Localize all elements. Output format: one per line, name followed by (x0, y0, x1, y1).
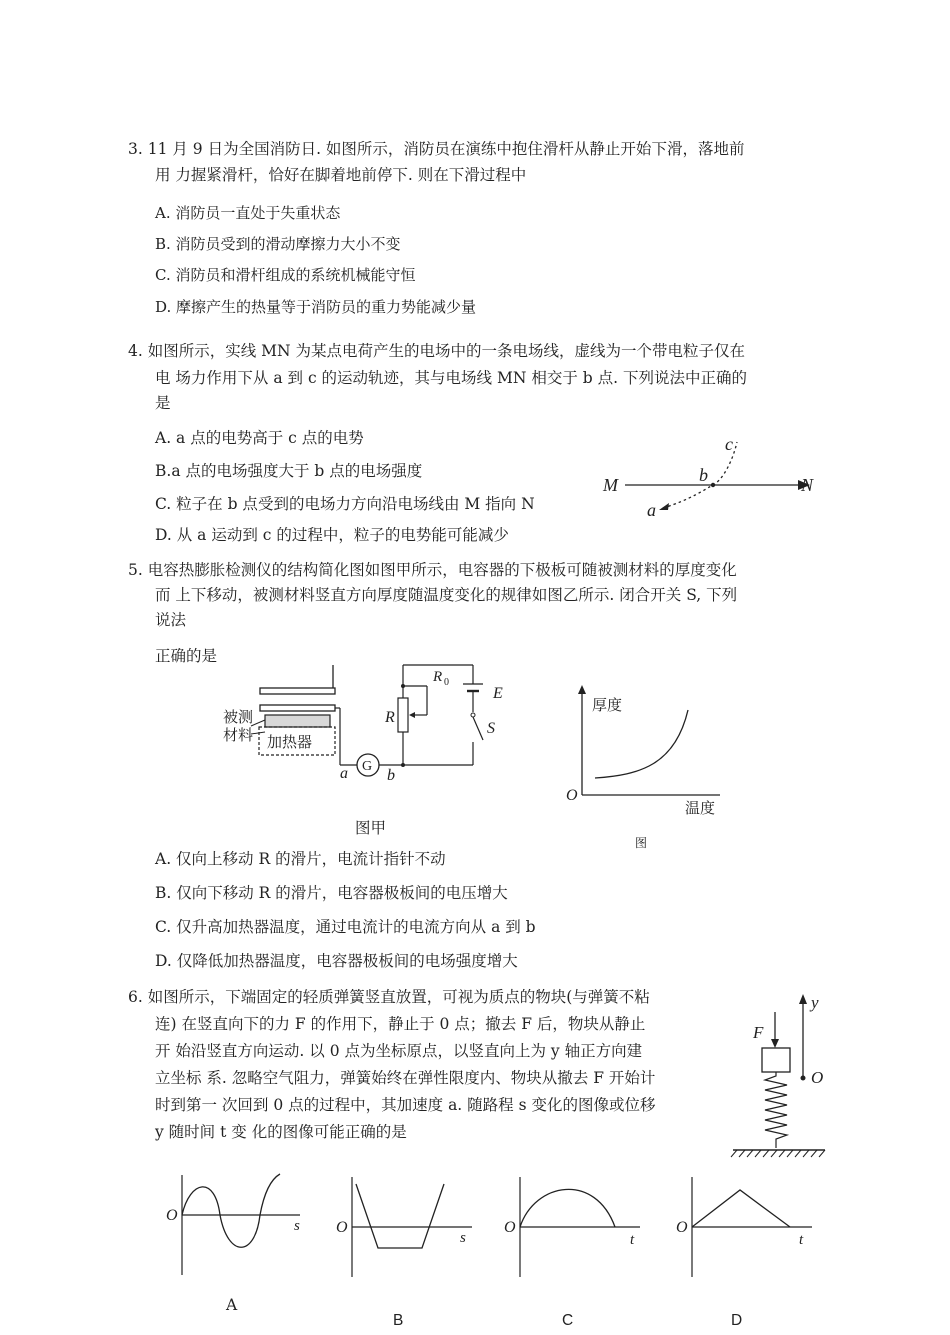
q3-option-c: C. 消防员和滑杆组成的系统机械能守恒 (155, 266, 416, 284)
graph-b-curve (356, 1184, 444, 1248)
q3-option-d: D. 摩擦产生的热量等于消防员的重力势能减少量 (155, 298, 477, 316)
label-c: c (725, 434, 733, 454)
q5-option-b: B. 仅向下移动 R 的滑片，电容器极板间的电压增大 (155, 884, 508, 902)
test-material (265, 715, 330, 727)
q4-stem-line3: 是 (155, 394, 171, 412)
graph-origin: O (566, 787, 578, 804)
spring-block-figure (725, 990, 835, 1165)
graph-c-curve (520, 1189, 615, 1227)
q6-stem-line1: 6. 如图所示，下端固定的轻质弹簧竖直放置，可视为质点的物块(与弹簧不粘 (128, 988, 650, 1006)
q6-stem-line2: 连) 在竖直向下的力 F 的作用下，静止于 0 点；撤去 F 后，物块从静止 (155, 1015, 646, 1033)
figure-jia-caption: 图甲 (355, 819, 387, 837)
q5-stem-line3: 说法 (155, 611, 187, 629)
capacitor-lower-plate (260, 705, 335, 711)
graph-b-origin: O (336, 1219, 348, 1236)
q5-stem-line2: 而 上下移动，被测材料竖直方向厚度随温度变化的规律如图乙所示. 闭合开关 S, 下列 (155, 586, 738, 604)
q4-stem-line2: 电 场力作用下从 a 到 c 的运动轨迹，其与电场线 MN 相交于 b 点. 下列说法中正确的 (155, 369, 747, 387)
graph-d-origin: O (676, 1219, 688, 1236)
graph-c-origin: O (504, 1219, 516, 1236)
graph-d-label: D (731, 1312, 743, 1329)
capacitor-circuit-figure (215, 660, 525, 790)
graph-a-label: A (226, 1296, 238, 1314)
graph-a-origin: O (166, 1207, 178, 1224)
q3-option-a: A. 消防员一直处于失重状态 (155, 204, 341, 222)
material-label-2: 材料 (223, 727, 254, 744)
thickness-curve (595, 710, 688, 778)
capacitor-upper-plate (260, 688, 335, 694)
switch-s (473, 717, 483, 740)
q6-stem-line4: 立坐标 系. 忽略空气阻力，弹簧始终在弹性限度内、物块从撤去 F 开始计 (155, 1069, 656, 1087)
q6-stem-line6: y 随时间 t 变 化的图像可能正确的是 (155, 1123, 407, 1141)
q3-stem-line1: 3. 11 月 9 日为全国消防日. 如图所示，消防员在演练中抱住滑杆从静止开始下滑，落地前 (128, 140, 745, 158)
q5-option-d: D. 仅降低加热器温度，电容器极板间的电场强度增大 (155, 952, 518, 970)
graph-b-xaxis: s (460, 1230, 466, 1246)
graph-xlabel: 温度 (685, 800, 716, 817)
r0-label: R (433, 669, 443, 685)
q5-stem-line4: 正确的是 (155, 647, 218, 665)
graph-a-curve (182, 1174, 280, 1247)
heater-label: 加热器 (267, 734, 313, 751)
graph-a-xaxis: s (294, 1218, 300, 1234)
q6-stem-line3: 开 始沿竖直方向运动. 以 0 点为坐标原点，以竖直向上为 y 轴正方向建 (155, 1042, 643, 1060)
material-label-1: 被测 (223, 709, 254, 726)
label-a: a (647, 500, 656, 520)
graph-ylabel: 厚度 (592, 697, 623, 714)
e-label: E (493, 685, 503, 702)
q4-option-a: A. a 点的电势高于 c 点的电势 (155, 429, 364, 447)
graph-d-xaxis: t (799, 1232, 804, 1248)
graph-b-label: B (393, 1312, 404, 1329)
graph-c-xaxis: t (630, 1232, 635, 1248)
q4-option-d: D. 从 a 运动到 c 的过程中，粒子的电势能可能减少 (155, 526, 509, 544)
graph-a (160, 1170, 310, 1280)
spring-y-label: y (811, 993, 819, 1012)
label-m: M (603, 475, 618, 495)
q5-option-a: A. 仅向上移动 R 的滑片，电流计指针不动 (155, 850, 446, 868)
thickness-temperature-graph (560, 680, 740, 825)
node-a-label: a (340, 765, 348, 782)
galvanometer-label: G (362, 759, 373, 774)
label-b: b (699, 465, 708, 485)
q3-option-b: B. 消防员受到的滑动摩擦力大小不变 (155, 235, 401, 253)
graph-b (332, 1172, 482, 1282)
field-line-figure (595, 430, 830, 525)
graph-c-label: C (562, 1312, 574, 1329)
graph-d (672, 1172, 822, 1282)
label-n: N (801, 475, 814, 495)
s-label: S (487, 720, 495, 737)
graph-d-curve (692, 1190, 790, 1227)
force-f-label: F (753, 1023, 764, 1042)
graph-c (500, 1172, 650, 1282)
q5-option-c: C. 仅升高加热器温度，通过电流计的电流方向从 a 到 b (155, 918, 536, 936)
figure-yi-caption: 图 (635, 836, 648, 850)
r-label: R (385, 709, 395, 726)
node-b-label: b (387, 767, 395, 784)
q5-stem-line1: 5. 电容热膨胀检测仪的结构简化图如图甲所示，电容器的下极板可随被测材料的厚度变化 (128, 561, 737, 579)
q4-stem-line1: 4. 如图所示，实线 MN 为某点电荷产生的电场中的一条电场线，虚线为一个带电粒子仅在 (128, 342, 746, 360)
q3-stem-line2: 用 力握紧滑杆，恰好在脚着地前停下. 则在下滑过程中 (155, 166, 527, 184)
point-b (711, 483, 715, 487)
spring-o-label: O (811, 1068, 824, 1087)
q6-stem-line5: 时到第一 次回到 0 点的过程中，其加速度 a. 随路程 s 变化的图像或位移 (155, 1096, 656, 1114)
rheostat-r (398, 698, 408, 732)
block (762, 1048, 790, 1072)
q4-option-c: C. 粒子在 b 点受到的电场力方向沿电场线由 M 指向 N (155, 495, 535, 513)
q4-option-b: B.a 点的电场强度大于 b 点的电场强度 (155, 462, 423, 480)
trajectory-arrowhead (659, 503, 669, 510)
r0-subscript: 0 (444, 677, 449, 688)
spring (765, 1072, 787, 1148)
